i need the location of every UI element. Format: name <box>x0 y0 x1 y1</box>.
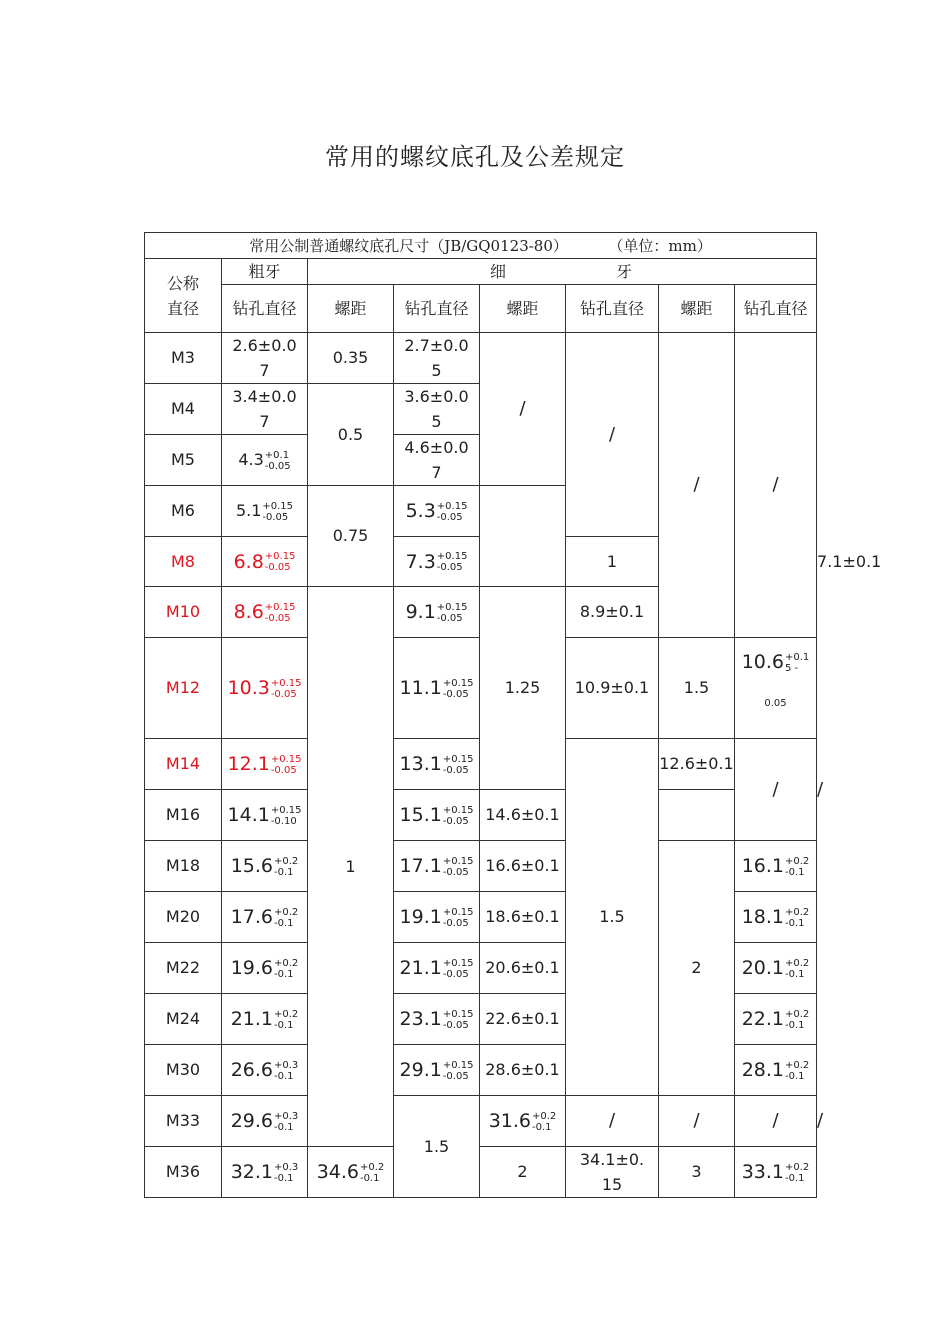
fine-drill-cell: 16.1 +0.2 -0.1 <box>735 841 817 892</box>
nominal-cell: M12 <box>145 638 222 739</box>
fine-drill-cell: 8.9±0.1 <box>566 587 659 638</box>
fine-drill-cell: 15.1 +0.15 -0.05 <box>394 790 480 841</box>
coarse-drill-cell: 32.1 +0.3 -0.1 <box>222 1147 308 1198</box>
pitch-cell: 0.5 <box>308 384 394 486</box>
header-pitch-2: 螺距 <box>480 285 566 333</box>
fine-drill-cell: 16.6±0.1 <box>480 841 566 892</box>
fine-drill-cell: 20.1 +0.2 -0.1 <box>735 943 817 994</box>
empty-cell <box>480 486 566 587</box>
coarse-drill-cell: 10.3 +0.15 -0.05 <box>222 638 308 739</box>
thread-hole-table <box>144 232 882 1198</box>
fine-drill-cell: 9.1 +0.15 -0.05 <box>394 587 480 638</box>
coarse-drill-cell: 21.1 +0.2 -0.1 <box>222 994 308 1045</box>
fine-drill-cell: 10.9±0.1 <box>566 638 659 739</box>
nominal-cell: M6 <box>145 486 222 537</box>
header-drill-2: 钻孔直径 <box>566 285 659 333</box>
empty-slash: / <box>480 333 566 486</box>
empty-slash: / <box>566 333 659 537</box>
table-row <box>145 790 817 841</box>
pitch-cell: 2 <box>659 841 735 1096</box>
table-row <box>145 1147 817 1198</box>
unit-label: （单位：mm） <box>615 236 712 255</box>
coarse-drill-cell: 19.6 +0.2 -0.1 <box>222 943 308 994</box>
fine-drill-cell: 31.6 +0.2 -0.1 <box>480 1096 566 1147</box>
coarse-drill-cell: 17.6 +0.2 -0.1 <box>222 892 308 943</box>
coarse-drill-cell: 5.1 +0.15 -0.05 <box>222 486 308 537</box>
fine-drill-cell: 7.3 +0.15 -0.05 <box>394 537 480 587</box>
pitch-cell: 3 <box>659 1147 735 1198</box>
fine-drill-cell: 12.6±0.1 <box>659 739 735 790</box>
coarse-drill-cell: 6.8 +0.15 -0.05 <box>222 537 308 587</box>
empty-slash: / <box>735 333 817 638</box>
empty-slash: / <box>735 1096 817 1147</box>
header-nominal: 公称直径 <box>145 259 222 333</box>
pitch-cell: 0.75 <box>308 486 394 587</box>
fine-drill-cell: 13.1 +0.15 -0.05 <box>394 739 480 790</box>
coarse-drill-cell: 14.1 +0.15 -0.10 <box>222 790 308 841</box>
header-drill-3: 钻孔直径 <box>735 285 817 333</box>
nominal-cell: M14 <box>145 739 222 790</box>
pitch-cell: 1.25 <box>480 587 566 790</box>
table-caption <box>145 233 817 259</box>
fine-drill-cell: 33.1 +0.2 -0.1 <box>735 1147 817 1198</box>
fine-drill-cell: 4.6±0.07 <box>394 435 480 486</box>
nominal-cell: M22 <box>145 943 222 994</box>
nominal-cell: M18 <box>145 841 222 892</box>
header-pitch-3: 螺距 <box>659 285 735 333</box>
nominal-cell: M10 <box>145 587 222 638</box>
coarse-drill-cell: 2.6±0.07 <box>222 333 308 384</box>
caption-text: 常用公制普通螺纹底孔尺寸（JB/GQ0123-80） <box>249 236 568 255</box>
empty-slash: / <box>735 739 817 841</box>
nominal-cell: M3 <box>145 333 222 384</box>
nominal-cell: M5 <box>145 435 222 486</box>
header-drill-coarse: 钻孔直径 <box>222 285 308 333</box>
fine-drill-cell: 28.1 +0.2 -0.1 <box>735 1045 817 1096</box>
fine-drill-cell: 18.1 +0.2 -0.1 <box>735 892 817 943</box>
table-row: M33 29.6 +0.3 -0.1 1.5 31.6 +0.2 -0.1 / / / / <box>145 1096 817 1147</box>
fine-drill-cell: 19.1 +0.15 -0.05 <box>394 892 480 943</box>
fine-drill-cell: 2.7±0.05 <box>394 333 480 384</box>
table-row <box>145 841 817 892</box>
pitch-cell: 1.5 <box>394 1096 480 1198</box>
nominal-cell: M8 <box>145 537 222 587</box>
nominal-cell: M36 <box>145 1147 222 1198</box>
pitch-cell: 0.35 <box>308 333 394 384</box>
fine-drill-cell: 3.6±0.05 <box>394 384 480 435</box>
coarse-drill-cell: 26.6 +0.3 -0.1 <box>222 1045 308 1096</box>
fine-drill-cell: 28.6±0.1 <box>480 1045 566 1096</box>
coarse-drill-cell: 29.6 +0.3 -0.1 <box>222 1096 308 1147</box>
header-coarse: 粗牙 <box>222 259 308 285</box>
pitch-cell: 1 <box>308 587 394 1147</box>
coarse-drill-cell: 8.6 +0.15 -0.05 <box>222 587 308 638</box>
fine-drill-cell: 20.6±0.1 <box>480 943 566 994</box>
pitch-cell: 1.5 <box>566 739 659 1096</box>
fine-drill-cell: 29.1 +0.15 -0.05 <box>394 1045 480 1096</box>
nominal-cell: M4 <box>145 384 222 435</box>
fine-drill-cell: 18.6±0.1 <box>480 892 566 943</box>
empty-slash: / <box>659 333 735 638</box>
nominal-cell: M24 <box>145 994 222 1045</box>
fine-drill-cell: 34.1±0.15 <box>566 1147 659 1198</box>
pitch-cell: 1 <box>566 537 659 587</box>
header-pitch-1: 螺距 <box>308 285 394 333</box>
fine-drill-cell: 17.1 +0.15 -0.05 <box>394 841 480 892</box>
pitch-cell: 2 <box>480 1147 566 1198</box>
document-title: 常用的螺纹底孔及公差规定 <box>325 143 625 171</box>
table-row: M14 12.1 +0.15 -0.05 13.1 +0.15 -0.05 1.5 12.6±0.1 / / <box>145 739 817 790</box>
nominal-cell: M16 <box>145 790 222 841</box>
pitch-cell: 1.5 <box>659 638 735 739</box>
nominal-cell: M20 <box>145 892 222 943</box>
nominal-cell: M33 <box>145 1096 222 1147</box>
fine-drill-cell: 14.6±0.1 <box>480 790 566 841</box>
fine-drill-cell: 22.1 +0.2 -0.1 <box>735 994 817 1045</box>
fine-drill-cell: 5.3 +0.15 -0.05 <box>394 486 480 537</box>
fine-drill-cell: 11.1 +0.15 -0.05 <box>394 638 480 739</box>
header-drill-1: 钻孔直径 <box>394 285 480 333</box>
coarse-drill-cell: 12.1 +0.15 -0.05 <box>222 739 308 790</box>
header-fine: 细 牙 <box>308 259 817 285</box>
coarse-drill-cell: 15.6 +0.2 -0.1 <box>222 841 308 892</box>
fine-drill-cell: 10.6 +0.1 5 - 0.05 <box>735 638 817 739</box>
fine-drill-cell: 22.6±0.1 <box>480 994 566 1045</box>
coarse-drill-cell: 4.3 +0.1 -0.05 <box>222 435 308 486</box>
fine-drill-cell: 23.1 +0.15 -0.05 <box>394 994 480 1045</box>
fine-drill-cell: 21.1 +0.15 -0.05 <box>394 943 480 994</box>
empty-slash: / <box>659 1096 735 1147</box>
table-row: M8 6.8 +0.15 -0.05 7.3 +0.15 -0.05 1 7.1±0.1 <box>145 537 817 587</box>
nominal-cell: M30 <box>145 1045 222 1096</box>
fine-drill-cell: 34.6 +0.2 -0.1 <box>308 1147 394 1198</box>
table-row <box>145 333 817 384</box>
coarse-drill-cell: 3.4±0.07 <box>222 384 308 435</box>
empty-slash: / <box>566 1096 659 1147</box>
